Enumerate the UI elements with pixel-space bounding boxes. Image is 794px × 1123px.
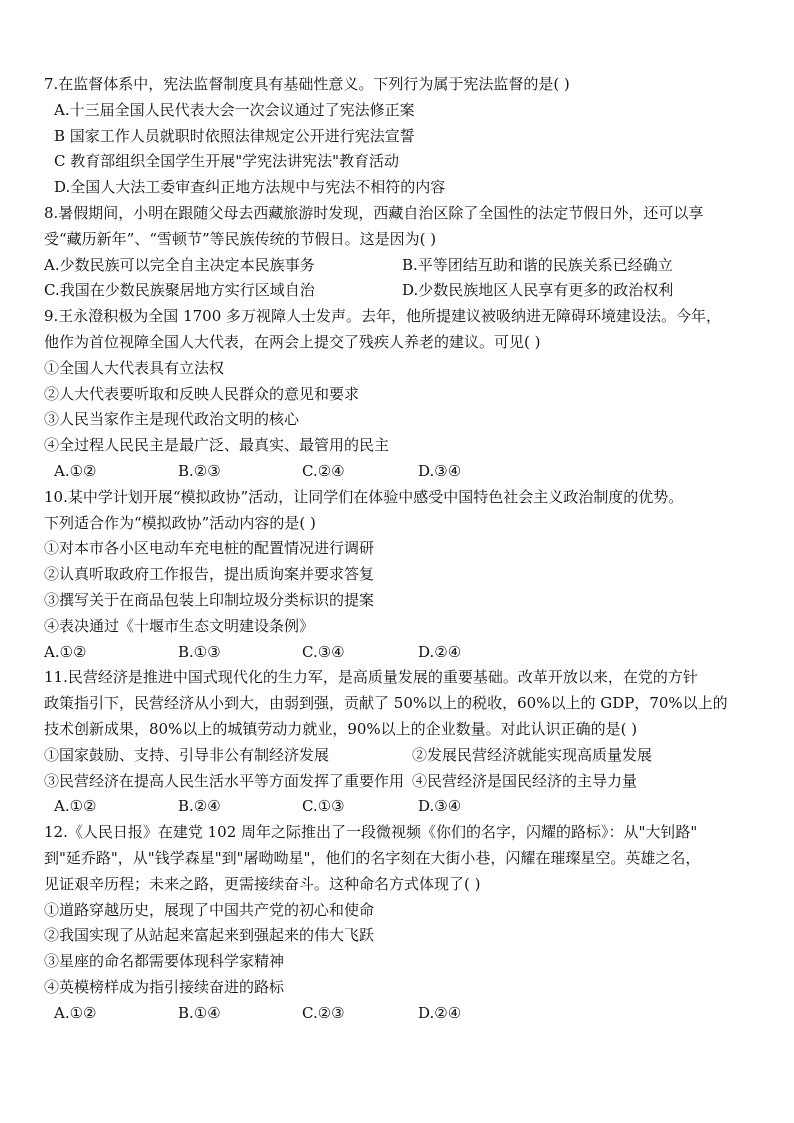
question-10 <box>44 485 756 666</box>
option-b: B.②④ <box>178 797 221 816</box>
exam-page <box>44 72 756 1026</box>
question-11 <box>44 665 756 820</box>
option-d: D.少数民族地区人民享有更多的政治权利 <box>402 281 674 300</box>
option-c: C.①③ <box>302 797 345 816</box>
statement-1: ①国家鼓励、支持、引导非公有制经济发展 <box>44 745 330 764</box>
option-d: D.③④ <box>418 461 462 480</box>
statement-2: ②人大代表要听取和反映人民群众的意见和要求 <box>44 384 360 403</box>
statement-2: ②我国实现了从站起来富起来到强起来的伟大飞跃 <box>44 926 375 945</box>
statement-3: ③人民当家作主是现代政治文明的核心 <box>44 410 300 429</box>
statement-4: ④全过程人民民主是最广泛、最真实、最管用的民主 <box>44 436 390 455</box>
option-row <box>44 459 756 485</box>
question-stem: 到"延乔路"，从"钱学森星"到"屠呦呦星"，他们的名字刻在大街小巷，闪耀在璀璨星空。英雄之名， <box>44 848 701 867</box>
question-7 <box>44 72 756 201</box>
statement-3: ③民营经济在提高人民生活水平等方面发挥了重要作用 <box>44 771 405 790</box>
question-9 <box>44 304 756 485</box>
question-stem: 11.民营经济是推进中国式现代化的生力军，是高质量发展的重要基础。改革开放以来，在党的方针 <box>44 668 698 687</box>
option-d: D.全国人大法工委审查纠正地方法规中与宪法不相符的内容 <box>54 178 446 197</box>
option-c: C.我国在少数民族聚居地方实行区域自治 <box>44 281 315 300</box>
option-row <box>44 1001 756 1027</box>
statement-4: ④表决通过《十堰市生态文明建设条例》 <box>44 616 315 635</box>
statement-row <box>44 743 756 769</box>
question-8 <box>44 201 756 304</box>
statement-1: ①对本市各小区电动车充电桩的配置情况进行调研 <box>44 539 375 558</box>
statement-1: ①道路穿越历史，展现了中国共产党的初心和使命 <box>44 900 375 919</box>
question-stem: 下列适合作为“模拟政协”活动内容的是( ) <box>44 513 316 532</box>
option-b: B.平等团结互助和谐的民族关系已经确立 <box>402 255 673 274</box>
question-stem: 他作为首位视障全国人大代表，在两会上提交了残疾人养老的建议。可见( ) <box>44 332 541 351</box>
option-row <box>44 640 756 666</box>
statement-row <box>44 769 756 795</box>
statement-3: ③撰写关于在商品包装上印制垃圾分类标识的提案 <box>44 590 375 609</box>
statement-2: ②认真听取政府工作报告，提出质询案并要求答复 <box>44 565 375 584</box>
statement-1: ①全国人大代表具有立法权 <box>44 358 225 377</box>
option-b: B.①④ <box>178 1003 221 1022</box>
option-row <box>44 253 756 279</box>
question-12 <box>44 820 756 1026</box>
option-d: D.②④ <box>418 642 462 661</box>
option-d: D.③④ <box>418 797 462 816</box>
statement-4: ④英模榜样成为指引接续奋进的路标 <box>44 977 285 996</box>
option-b: B.②③ <box>178 461 221 480</box>
question-stem: 见证艰辛历程；未来之路，更需接续奋斗。这种命名方式体现了( ) <box>44 874 481 893</box>
option-a: A.①② <box>54 1003 97 1022</box>
option-c: C.②④ <box>302 461 345 480</box>
option-a: A.①② <box>54 461 97 480</box>
option-a: A.少数民族可以完全自主决定本民族事务 <box>44 255 315 274</box>
option-a: A.①② <box>54 797 97 816</box>
statement-2: ②发展民营经济就能实现高质量发展 <box>412 745 653 764</box>
option-b: B 国家工作人员就职时依照法律规定公开进行宪法宣誓 <box>54 126 415 145</box>
question-stem: 12.《人民日报》在建党 102 周年之际推出了一段微视频《你们的名字，闪耀的路标》：从"大钊路" <box>44 823 698 842</box>
option-d: D.②④ <box>418 1003 462 1022</box>
option-c: C 教育部组织全国学生开展"学宪法讲宪法"教育活动 <box>54 152 400 171</box>
option-a: A.十三届全国人民代表大会一次会议通过了宪法修正案 <box>54 100 415 119</box>
option-c: C.②③ <box>302 1003 345 1022</box>
question-stem: 技术创新成果，80%以上的城镇劳动力就业，90%以上的企业数量。对此认识正确的是( ) <box>44 719 638 738</box>
option-a: A.①② <box>44 642 87 661</box>
option-b: B.①③ <box>178 642 221 661</box>
question-stem: 10.某中学计划开展“模拟政协”活动，让同学们在体验中感受中国特色社会主义政治制度的优势。 <box>44 487 684 506</box>
statement-3: ③星座的命名都需要体现科学家精神 <box>44 952 285 971</box>
statement-4: ④民营经济是国民经济的主导力量 <box>412 771 638 790</box>
option-c: C.③④ <box>302 642 345 661</box>
question-stem: 8.暑假期间，小明在跟随父母去西藏旅游时发现，西藏自治区除了全国性的法定节假日外，还可以享 <box>44 203 704 222</box>
question-stem: 政策指引下，民营经济从小到大，由弱到强，贡献了 50%以上的税收，60%以上的 GDP，70%以上的 <box>44 694 728 713</box>
question-stem: 7.在监督体系中，宪法监督制度具有基础性意义。下列行为属于宪法监督的是( ) <box>44 75 570 93</box>
question-stem: 9.王永澄积极为全国 1700 多万视障人士发声。去年，他所提建议被吸纳进无障碍环境建设法。今年， <box>44 307 722 326</box>
option-row <box>44 794 756 820</box>
question-stem: 受“藏历新年”、“雪顿节”等民族传统的节假日。这是因为( ) <box>44 229 437 248</box>
option-row <box>44 278 756 304</box>
